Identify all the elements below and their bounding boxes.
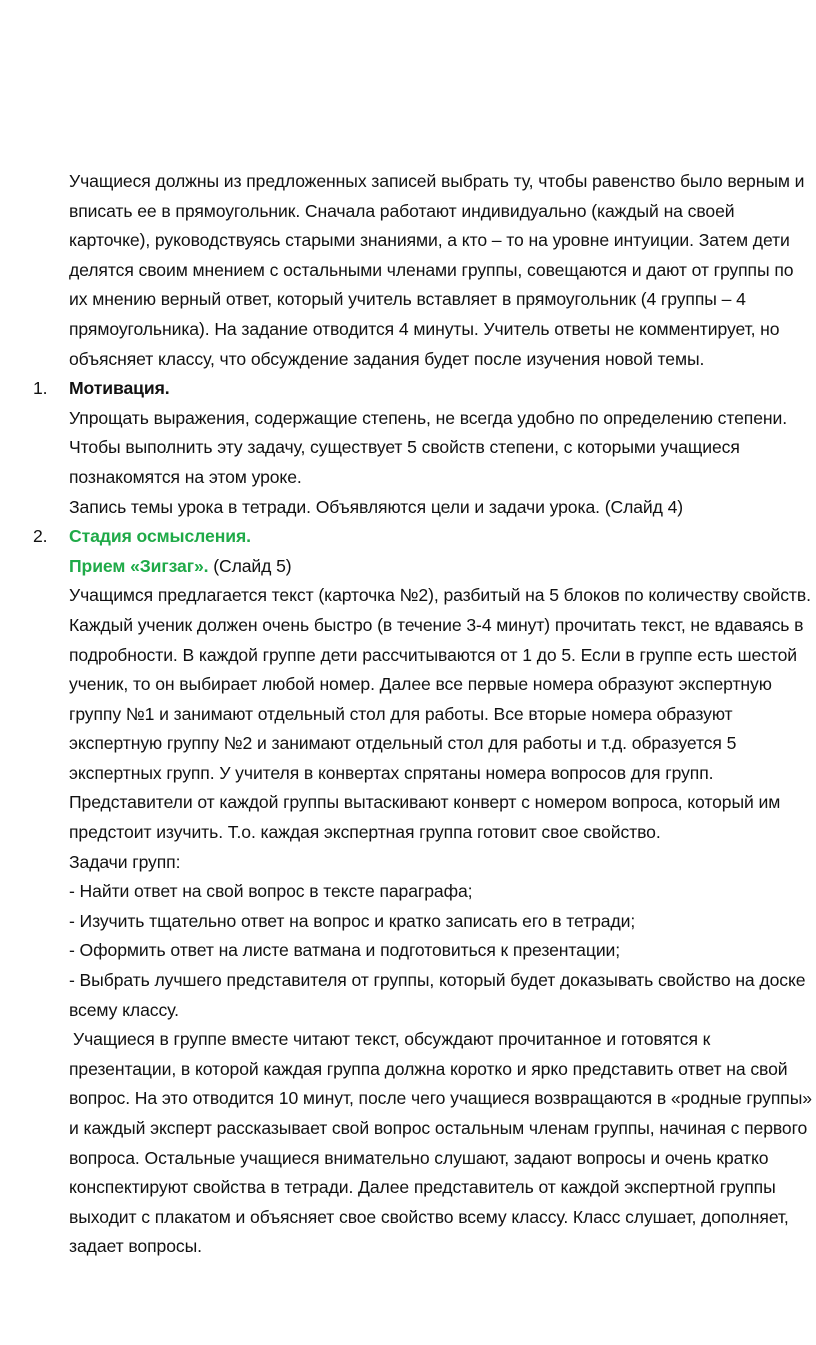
section-heading: Стадия осмысления. — [69, 526, 251, 547]
group-work-paragraph: Учащиеся в группе вместе читают текст, обсуждают прочитанное и готовятся к презентации, в которой каждая группа должна коротко и ярко представить ответ на свой вопрос. На это отводится 10 минут, после чего учащиеся возвращаются в «родные группы» и каждый эксперт рассказывает свой вопрос остальным членам группы, начиная с первого вопроса. Остальные учащиеся внимательно слушают, задают вопросы и очень кратко конспектируют свойства в тетради. Далее представитель от каждой экспертной группы выходит с плакатом и объясняет свое свойство всему классу. Класс слушает, дополняет, задает вопросы. — [69, 1029, 812, 1257]
method-line — [69, 552, 814, 582]
list-number: 2. — [33, 526, 48, 547]
method-slide: (Слайд 5) — [208, 555, 292, 576]
list-number: 1. — [33, 378, 48, 399]
intro-paragraph: Учащиеся должны из предложенных записей выбрать ту, чтобы равенство было верным и вписать ее в прямоугольник. Сначала работают индивидуально (каждый на своей карточке), руководствуясь старыми знаниями, а кто – то на уровне интуиции. Затем дети делятся своим мнением с остальными членами группы, совещаются и дают от группы по их мнению верный ответ, который учитель вставляет в прямоугольник (4 группы – 4 прямоугольника). На задание отводится 4 минуты. Учитель ответы не комментирует, но объясняет классу, что обсуждение задания будет после изучения новой темы. — [69, 171, 805, 369]
task-item: - Выбрать лучшего представителя от группы, который будет доказывать свойство на доске всему классу. — [69, 970, 806, 1020]
lesson-topic-paragraph: Запись темы урока в тетради. Объявляются цели и задачи урока. (Слайд 4) — [69, 496, 684, 517]
section-comprehension — [33, 522, 814, 1262]
task-item: - Оформить ответ на листе ватмана и подготовиться к презентации; — [69, 940, 621, 961]
zigzag-paragraph: Учащимся предлагается текст (карточка №2), разбитый на 5 блоков по количеству свойств. Каждый ученик должен очень быстро (в течение 3-4 минут) прочитать текст, не вдаваясь в подробности. В каждой группе дети рассчитываются от 1 до 5. Если в группе есть шестой ученик, то он выбирает любой номер. Далее все первые номера образуют экспертную группу №1 и занимают отдельный стол для работы. Все вторые номера образуют экспертную группу №2 и занимают отдельный стол для работы и т.д. образуется 5 экспертных групп. У учителя в конвертах спрятаны номера вопросов для групп. Представители от каждой группы вытаскивают конверт с номером вопроса, который им предстоит изучить. Т.о. каждая экспертная группа готовит свое свойство. — [69, 585, 811, 843]
section-motivation — [33, 374, 814, 522]
section-heading: Мотивация. — [69, 378, 170, 399]
tasks-title: Задачи групп: — [69, 851, 181, 872]
document-body — [33, 167, 814, 1262]
task-item: - Изучить тщательно ответ на вопрос и кратко записать его в тетради; — [69, 910, 636, 931]
method-label: Прием «Зигзаг». — [69, 555, 209, 576]
task-item: - Найти ответ на свой вопрос в тексте параграфа; — [69, 881, 473, 902]
motivation-paragraph: Упрощать выражения, содержащие степень, не всегда удобно по определению степени. Чтобы выполнить эту задачу, существует 5 свойств степени, с которыми учащиеся познакомятся на этом уроке. — [69, 407, 788, 487]
